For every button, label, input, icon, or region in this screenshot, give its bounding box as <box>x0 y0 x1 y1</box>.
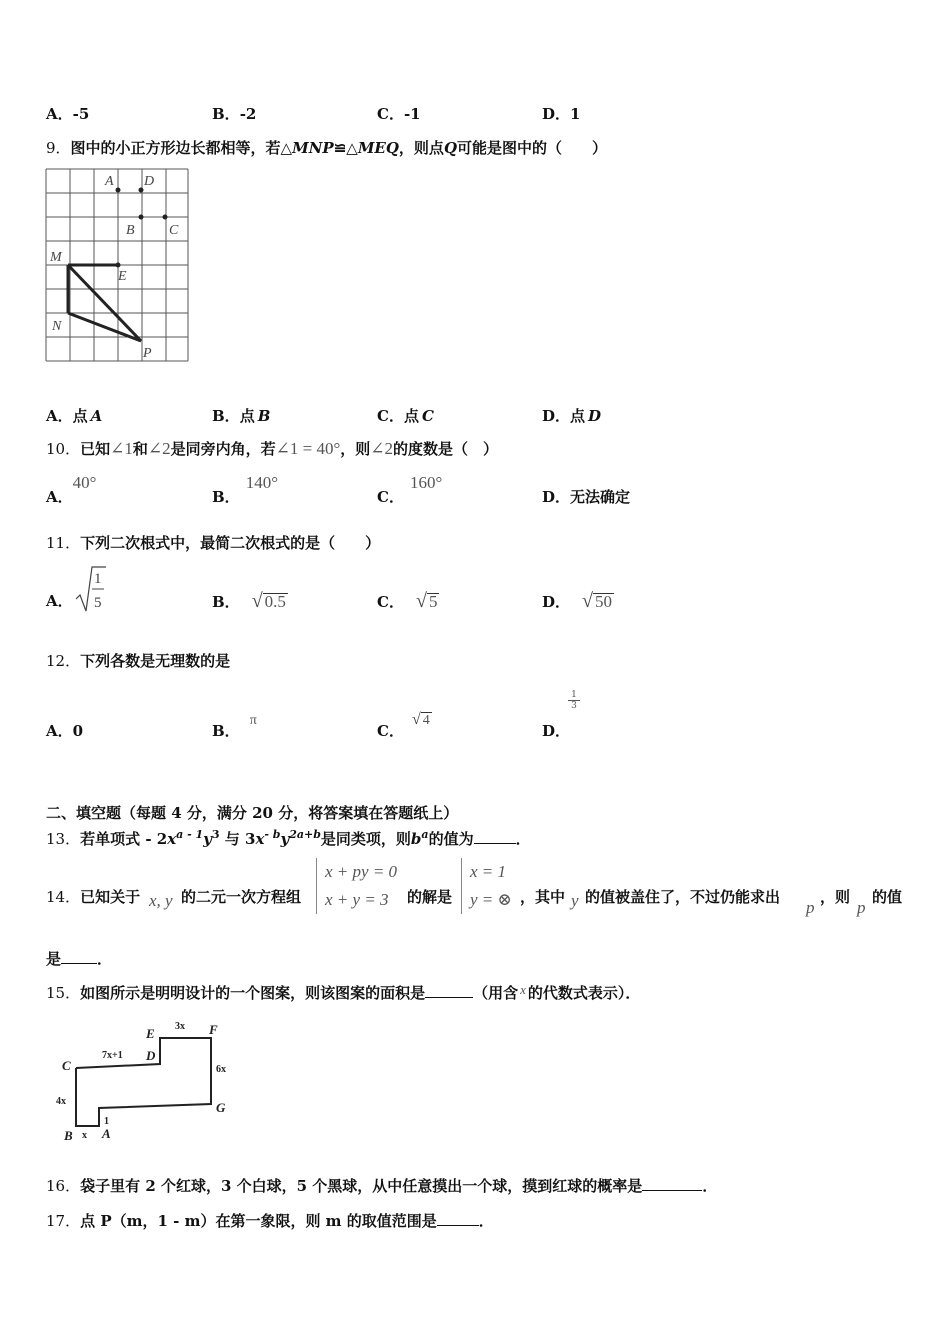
label-e: E <box>118 269 127 284</box>
q15-answer-blank[interactable] <box>425 997 473 998</box>
q14-vars: x, y <box>149 891 173 910</box>
q10-option-d: D．无法确定 <box>542 488 631 506</box>
label-p: P <box>143 346 152 361</box>
q14-question: 14．已知关于 <box>46 888 141 906</box>
q14-y: y <box>571 891 579 910</box>
label-c: C <box>169 223 179 238</box>
q12-option-d-fraction: 1 3 <box>568 690 580 711</box>
q15-length-ef: 3x <box>175 1021 185 1032</box>
q13-question: 13．若单项式 - $2x^{a - 1}y^3$ 与 $3x^{- b}y^{2a+b}$是同类项，则$b^a$的值为 ． <box>46 828 531 848</box>
point-b-dot <box>139 215 144 220</box>
q11-option-c: C． √ 5 <box>377 590 438 612</box>
point-d-dot <box>139 188 144 193</box>
q12-option-d: D． <box>542 722 571 740</box>
label-b: B <box>126 223 135 238</box>
q9-option-d: D．点 D <box>542 407 602 425</box>
q14-p2: p <box>857 898 866 917</box>
q14-solution: x = 1 y = ⊗ <box>461 858 512 914</box>
q15-figure <box>52 1016 242 1144</box>
label-d: D <box>144 174 155 189</box>
q14-text-d: ，其中 <box>520 888 566 906</box>
q10-question: 10．已知∠1和∠2是同旁内角，若∠1 = 40°，则∠2的度数是（ ） <box>46 439 499 458</box>
q8-option-d: D．1 <box>542 105 581 123</box>
point-a-dot <box>116 188 121 193</box>
q14-text-b: 的二元一次方程组 <box>181 888 302 906</box>
q11-option-a-math <box>72 563 108 615</box>
q16-question: 16．袋子里有 2 个红球，3 个白球，5 个黑球，从中任意摸出一个球，摸到红球的概率是 ． <box>46 1177 718 1195</box>
q10-option-b: B．140° <box>212 473 278 506</box>
q8-option-b: B．-2 <box>212 105 257 123</box>
q9-question: 9．图中的小正方形边长都相等，若△MNP≌△MEQ，则点Q可能是图中的（ ） <box>46 139 608 157</box>
q14-system: x + py = 0 x + y = 3 <box>316 858 397 914</box>
q14-line2: 是 ． <box>46 950 113 968</box>
q15-label-a: A <box>102 1126 111 1141</box>
q11-question: 11．下列二次根式中，最简二次根式的是（ ） <box>46 534 381 552</box>
q15-length-fg: 6x <box>216 1064 226 1075</box>
q14-p1: p <box>806 898 815 917</box>
section-2-title: 二、填空题（每题 4 分，满分 20 分，将答案填在答题纸上） <box>46 804 459 822</box>
q12-option-a: A．0 <box>46 722 84 740</box>
q11-option-a: A． <box>46 592 73 610</box>
q13-answer-blank[interactable] <box>474 843 516 844</box>
q15-label-g: G <box>216 1100 226 1115</box>
q12-option-c: C．√ 4 <box>377 711 430 740</box>
q9-option-a: A．点 A <box>46 407 103 425</box>
q16-answer-blank[interactable] <box>642 1190 702 1191</box>
q14-text-g: 的值 <box>872 888 903 906</box>
q9-grid-figure <box>44 167 192 367</box>
q10-option-a: A．40° <box>46 473 97 506</box>
q15-label-b: B <box>64 1128 73 1143</box>
q11-option-d: D． √ 50 <box>542 590 612 612</box>
q15-label-d: D <box>146 1048 156 1063</box>
q11-option-b: B． √ 0.5 <box>212 590 286 612</box>
q15-length-bc: 4x <box>56 1096 66 1107</box>
q15-length-cd: 7x+1 <box>102 1050 123 1061</box>
label-a: A <box>105 174 114 189</box>
q14-text-c: 的解是 <box>407 888 453 906</box>
q8-option-a: A．-5 <box>46 105 90 123</box>
q12-option-b: B．π <box>212 713 257 740</box>
q9-option-c: C．点 C <box>377 407 434 425</box>
q17-question: 17．点 P（m，1 - m）在第一象限，则 m 的取值范围是 ． <box>46 1212 494 1230</box>
svg-text:1: 1 <box>94 571 102 587</box>
q10-option-c: C．160° <box>377 473 443 506</box>
q14-text-e: 的值被盖住了，不过仍能求出 <box>585 888 781 906</box>
q15-label-c: C <box>62 1058 71 1073</box>
label-m: M <box>50 250 62 265</box>
q15-label-e: E <box>146 1026 155 1041</box>
svg-text:5: 5 <box>94 595 102 611</box>
q14-answer-blank[interactable] <box>61 963 97 964</box>
label-n: N <box>52 319 62 334</box>
q15-question: 15．如图所示是明明设计的一个图案，则该图案的面积是 （用含 x 的代数式表示）． <box>46 982 641 1002</box>
q17-answer-blank[interactable] <box>437 1225 479 1226</box>
q15-length-ba: x <box>82 1130 87 1141</box>
q9-option-b: B．点 B <box>212 407 271 425</box>
q15-label-f: F <box>209 1022 218 1037</box>
point-c-dot <box>163 215 168 220</box>
q8-option-c: C．-1 <box>377 105 421 123</box>
q12-question: 12．下列各数是无理数的是 <box>46 652 231 670</box>
q14-text-f: ，则 <box>820 888 851 906</box>
q15-length-a: 1 <box>104 1116 109 1127</box>
point-e-dot <box>116 263 121 268</box>
